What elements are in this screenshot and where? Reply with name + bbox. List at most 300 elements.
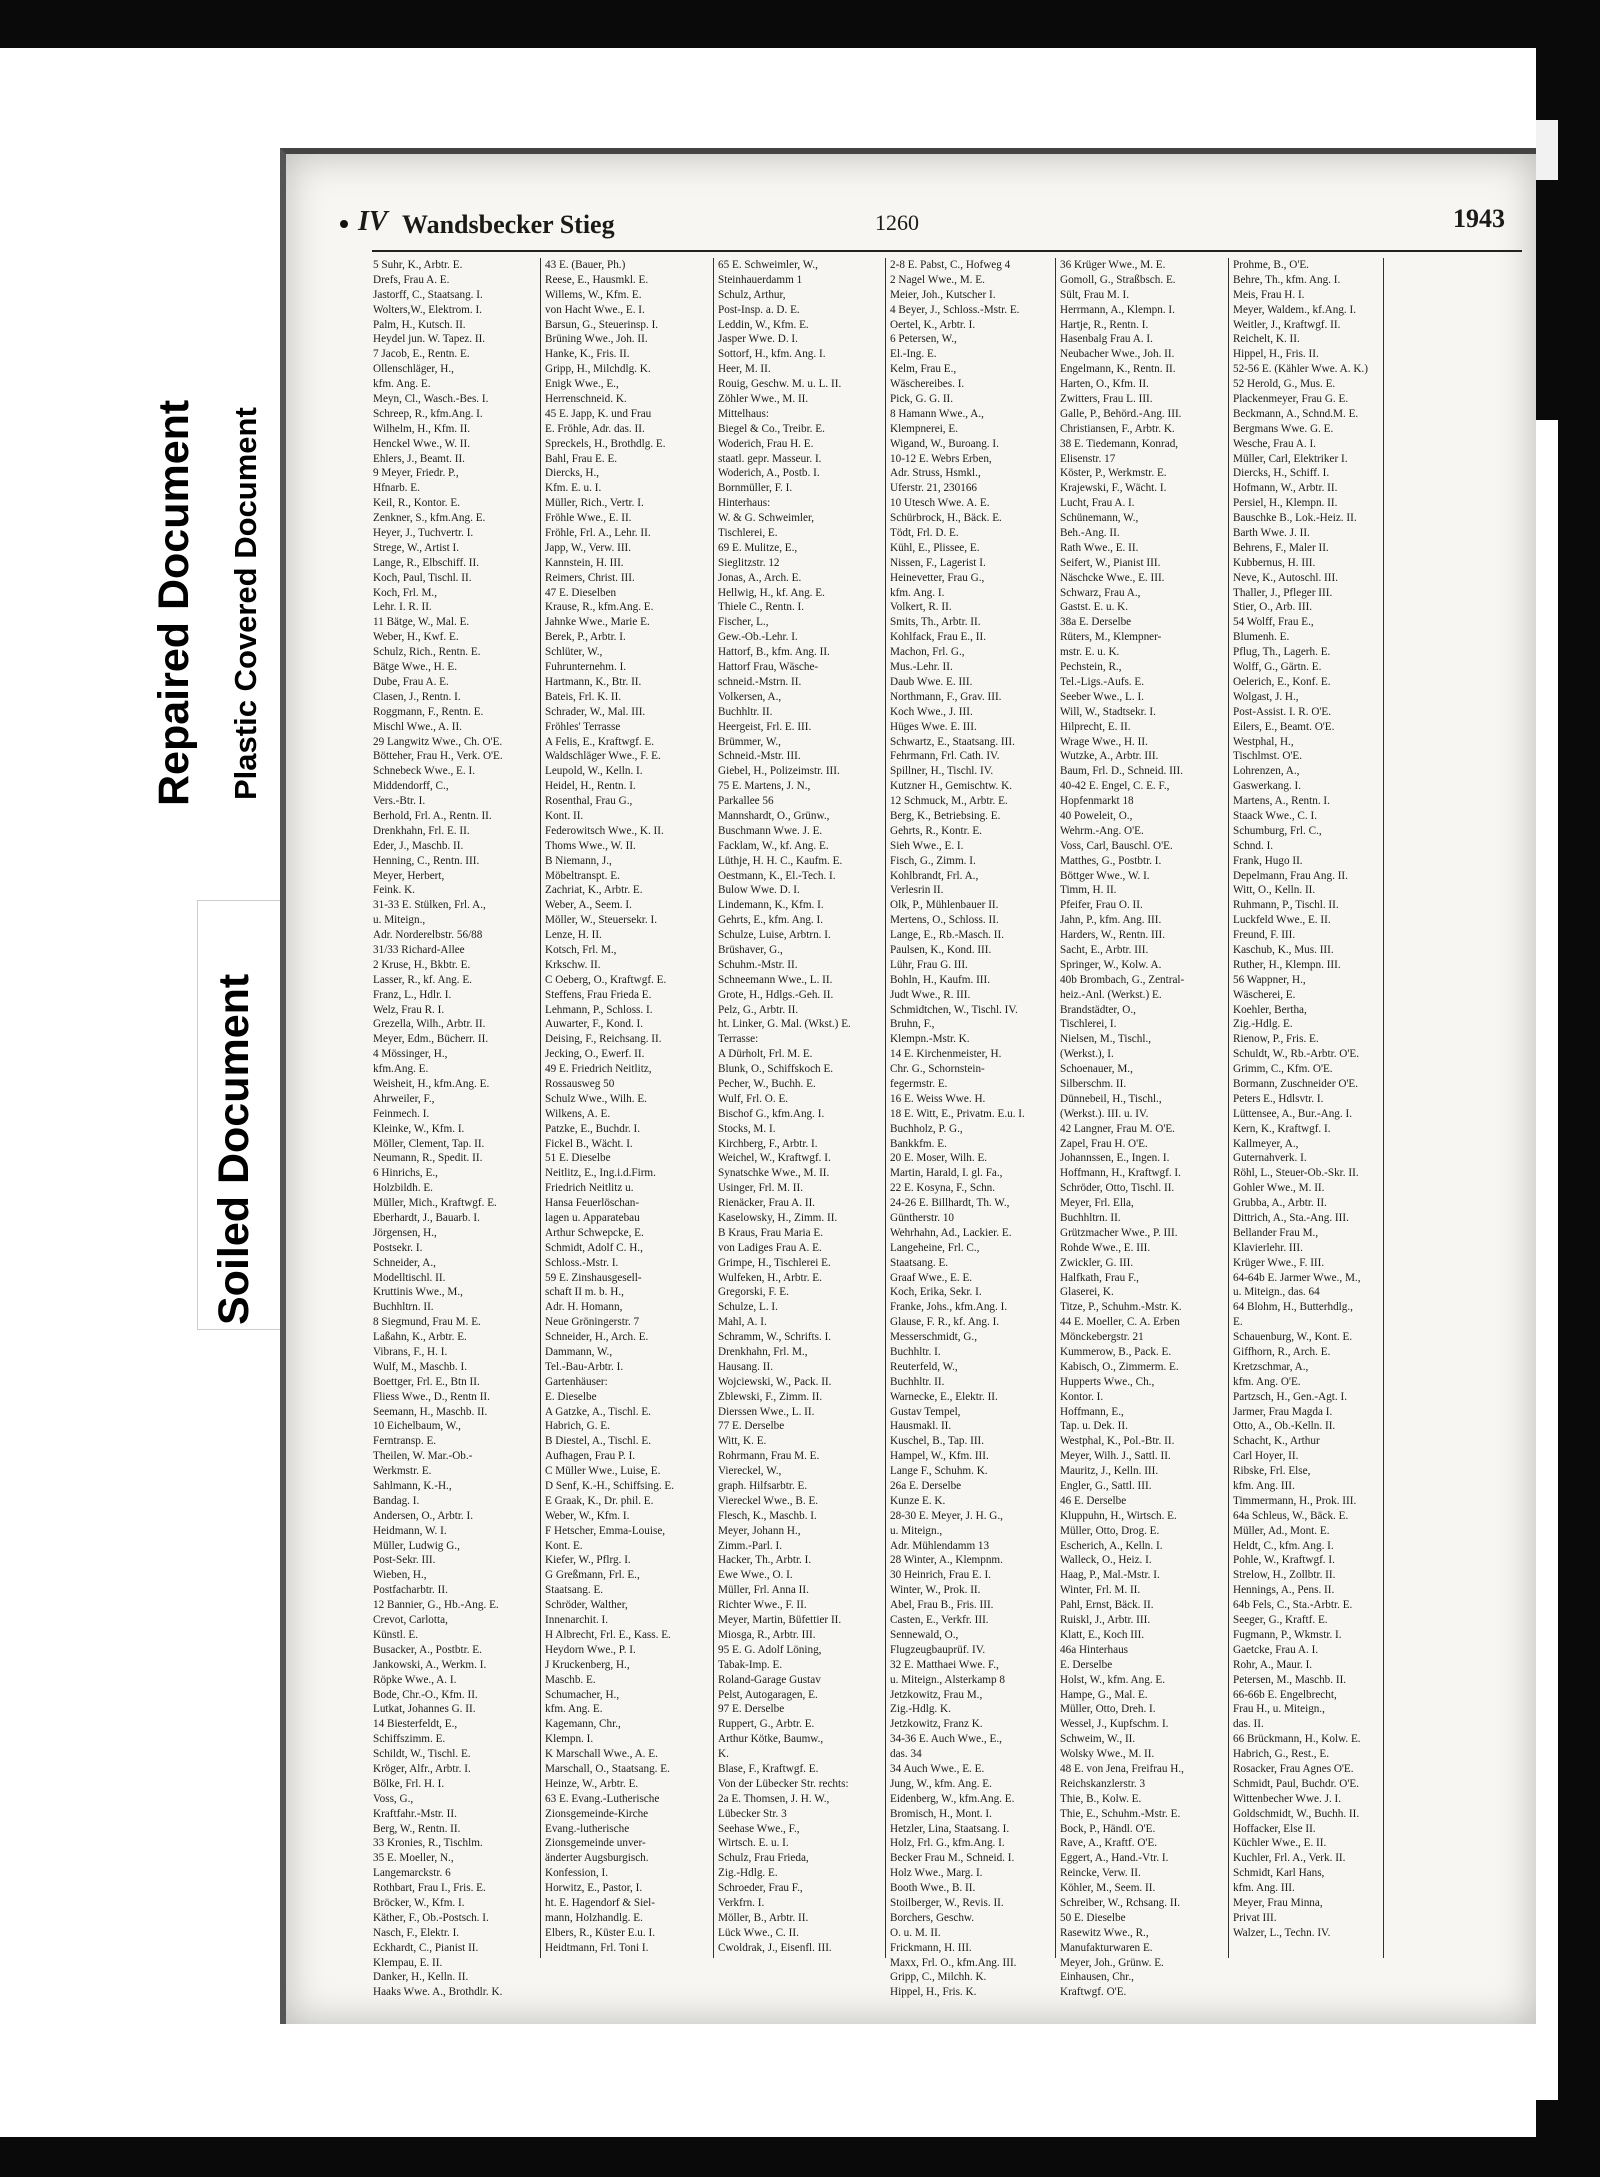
directory-entry-line: Jung, W., kfm. Ang. E. [890,1777,992,1790]
directory-entry-line: Harten, O., Kfm. II. [1060,378,1149,391]
directory-entry-line: Post-Sekr. III. [373,1554,436,1567]
directory-entry-line: 38a E. Derselbe [1060,616,1132,629]
directory-entry-line: Von der Lübecker Str. rechts: [718,1777,849,1790]
directory-entry-line: Laßahn, K., Arbtr. E. [373,1331,467,1344]
directory-entry-line: Hippel, H., Fris. K. [890,1986,977,1999]
directory-entry-line: Schmidt, Paul, Buchdr. O'E. [1233,1777,1360,1790]
directory-entry-line: Schneemann Wwe., L. II. [718,973,833,986]
directory-entry-line: Heydorn Wwe., P. I. [545,1643,636,1656]
directory-entry-line: Kutzner H., Gemischtw. K. [890,780,1012,793]
directory-entry-line: Willems, W., Kfm. E. [545,288,642,301]
directory-entry-line: Japp, W., Verw. III. [545,541,632,554]
directory-entry-line: Holzbildh. E. [373,1182,433,1195]
directory-entry-line: Dierssen Wwe., L. II. [718,1405,815,1418]
directory-column-1 [373,258,533,2000]
directory-entry-line: Krause, R., kfm.Ang. E. [545,601,654,614]
directory-entry-line: Schnd. I. [1233,839,1274,852]
scan-border-bottom [0,2137,1600,2177]
directory-entry-line: Sieglitzstr. 12 [718,556,780,569]
directory-entry-line: Mauritz, J., Kelln. III. [1060,1465,1159,1478]
directory-entry-line: Feink. K. [373,884,415,897]
directory-entry-line: Koehler, Bertha, [1233,1003,1307,1016]
directory-entry-line: Meyer, Frl. Ella, [1060,1197,1134,1210]
directory-entry-line: Habrich, G. E. [545,1420,610,1433]
directory-entry-line: von Hacht Wwe., E. I. [545,303,645,316]
directory-entry-line: Schroeder, Frau F., [718,1882,803,1895]
directory-entry-line: O. u. M. II. [890,1926,941,1939]
directory-entry-line: Privat III. [1233,1911,1277,1924]
directory-entry-line: Weber, A., Seem. I. [545,899,632,912]
directory-entry-line: Grote, H., Hdlgs.-Geh. II. [718,988,834,1001]
directory-entry-line: Aufhagen, Frau P. I. [545,1450,636,1463]
directory-entry-line: Lüttensee, A., Bur.-Ang. I. [1233,1107,1353,1120]
directory-entry-line: u. Miteign., [890,1524,943,1537]
directory-entry-line: Kelm, Frau E., [890,363,957,376]
directory-entry-line: staatl. gepr. Masseur. I. [718,452,822,465]
directory-entry-line: 54 Wolff, Frau E., [1233,616,1314,629]
directory-entry-line: Reese, E., Hausmkl. E. [545,273,649,286]
directory-entry-line: Kontor. I. [1060,1390,1104,1403]
directory-entry-line: Klavierlehr. III. [1233,1241,1303,1254]
directory-entry-line: Chr. G., Schornstein- [890,1063,985,1076]
directory-entry-line: Lück Wwe., C. II. [718,1926,799,1939]
directory-entry-line: kfm. Ang. E. [545,1703,603,1716]
directory-entry-line: Weisheit, H., kfm.Ang. E. [373,1077,490,1090]
scan-border-top [0,0,1600,48]
directory-entry-line: graph. Hilfsarbtr. E. [718,1480,808,1493]
directory-entry-line: Christiansen, F., Arbtr. K. [1060,422,1175,435]
directory-entry-line: Zenkner, S., kfm.Ang. E. [373,512,486,525]
directory-entry-line: 2a E. Thomsen, J. H. W., [718,1792,830,1805]
directory-entry-line: Bruhn, F., [890,1018,935,1031]
directory-entry-line: Kubbernus, H. III. [1233,556,1316,569]
directory-entry-line: Staack Wwe., C. I. [1233,809,1317,822]
directory-entry-line: Theilen, W. Mar.-Ob.- [373,1450,473,1463]
directory-entry-line: Frau H., u. Miteign., [1233,1703,1325,1716]
directory-entry-line: 4 Beyer, J., Schloss.-Mstr. E. [890,303,1020,316]
directory-entry-line: Lucht, Frau A. I. [1060,497,1135,510]
directory-entry-line: Ehlers, J., Beamt. II. [373,452,465,465]
directory-entry-line: J Kruckenberg, H., [545,1658,630,1671]
directory-entry-line: Holst, W., kfm. Ang. E. [1060,1673,1166,1686]
directory-entry-line: 77 E. Derselbe [718,1420,785,1433]
directory-entry-line: Leupold, W., Kelln. I. [545,765,643,778]
scan-edge-margin [1536,420,1558,2100]
directory-entry-line: 75 E. Martens, J. N., [718,780,811,793]
directory-entry-line: Kaselowsky, H., Zimm. II. [718,1212,838,1224]
directory-entry-line: 26a E. Derselbe [890,1480,962,1493]
directory-entry-line: Müller, Carl, Elektriker I. [1233,452,1348,465]
directory-entry-line: Meis, Frau H. I. [1233,288,1305,301]
directory-entry-line: Heidtmann, Frl. Toni I. [545,1941,649,1954]
directory-entry-line: Spreckels, H., Brothdlg. E. [545,437,666,450]
directory-entry-line: Kirchberg, F., Arbtr. I. [718,1137,818,1150]
directory-entry-line: E. [1233,1316,1243,1329]
directory-entry-line: Hennings, A., Pens. II. [1233,1584,1335,1597]
directory-entry-line: Viereckel, W., [718,1465,782,1478]
directory-entry-line: Lange, E., Rb.-Masch. II. [890,929,1005,942]
directory-entry-line: Patzke, E., Buchdr. I. [545,1122,641,1135]
directory-entry-line: kfm. Ang. I. [890,586,945,599]
directory-entry-line: Henckel Wwe., W. II. [373,437,471,450]
directory-entry-line: Zapel, Frau H. O'E. [1060,1137,1148,1150]
directory-entry-line: Crevot, Carlotta, [373,1614,448,1627]
directory-entry-line: Eberhardt, J., Bauarb. I. [373,1212,480,1224]
directory-entry-line: Wutzke, A., Arbtr. III. [1060,750,1159,763]
directory-entry-line: Glause, F. R., kf. Ang. I. [890,1316,1000,1329]
directory-entry-line: 16 E. Weiss Wwe. H. [890,1092,986,1105]
directory-entry-line: Wehrhahn, Ad., Lackier. E. [890,1226,1012,1239]
directory-entry-line: Meyn, Cl., Wasch.-Bes. I. [373,393,489,406]
directory-entry-line: Persiel, H., Klempn. II. [1233,497,1338,510]
directory-entry-line: Lehr. I. R. II. [373,601,432,614]
directory-entry-line: A Dürholt, Frl. M. E. [718,1048,813,1061]
directory-entry-line: Roland-Garage Gustav [718,1673,821,1686]
directory-entry-line: Jankowski, A., Werkm. I. [373,1658,487,1671]
directory-entry-line: kfm. Ang. III. [1233,1882,1295,1895]
directory-entry-line: Lindemann, K., Kfm. I. [718,899,824,912]
directory-entry-line: Verlesrin II. [890,884,944,897]
directory-entry-line: Kruttinis Wwe., M., [373,1286,463,1299]
directory-entry-line: 6 Hinrichs, E., [373,1167,438,1180]
directory-entry-line: Grezella, Wilh., Arbtr. II. [373,1018,486,1031]
directory-entry-line: Arthur Kötke, Baumw., [718,1733,824,1746]
directory-entry-line: Zig.-Hdlg. K. [890,1703,951,1716]
directory-entry-line: Elbers, R., Küster E.u. I. [545,1926,655,1939]
directory-entry-line: Böttger Wwe., W. I. [1060,869,1150,882]
directory-entry-line: Mus.-Lehr. II. [890,661,953,674]
directory-entry-line: Klempnerei, E. [890,422,959,435]
directory-entry-line: Dube, Frau A. E. [373,675,449,688]
directory-entry-line: Titze, P., Schuhm.-Mstr. K. [1060,1301,1182,1314]
directory-entry-line: W. & G. Schweimler, [718,512,815,525]
directory-entry-line: Brüshaver, G., [718,943,783,956]
directory-entry-line: das. II. [1233,1718,1264,1731]
directory-entry-line: E. Dieselbe [545,1390,597,1403]
directory-entry-line: Dittrich, A., Sta.-Ang. III. [1233,1212,1349,1224]
directory-entry-line: Röpke Wwe., A. I. [373,1673,457,1686]
directory-entry-line: Bauschke B., Lok.-Heiz. II. [1233,512,1357,525]
directory-entry-line: Fisch, G., Zimm. I. [890,854,976,867]
directory-entry-line: Buchhltrn. II. [1060,1212,1121,1224]
directory-entry-line: 43 E. (Bauer, Ph.) [545,259,626,271]
directory-entry-line: Jastorff, C., Staatsang. I. [373,288,483,301]
directory-entry-line: Hilprecht, E. II. [1060,720,1131,733]
directory-entry-line: Jahn, P., kfm. Ang. III. [1060,914,1162,927]
directory-entry-line: Holz, Frl. G., kfm.Ang. I. [890,1837,1005,1850]
directory-entry-line: Zig.-Hdlg. E. [1233,1018,1293,1031]
directory-entry-line: Seemann, H., Maschb. II. [373,1405,488,1418]
directory-entry-line: Hopfenmarkt 18 [1060,795,1134,808]
directory-entry-line: Kannstein, H. III. [545,556,624,569]
directory-entry-line: (Werkst.). III. u. IV. [1060,1107,1149,1120]
directory-entry-line: Werkmstr. E. [373,1465,432,1478]
directory-entry-line: Schünemann, W., [1060,512,1139,525]
directory-entry-line: Hausmakl. II. [890,1420,952,1433]
directory-entry-line: Wolgast, J. H., [1233,690,1299,703]
directory-entry-line: Schumburg, Frl. C., [1233,824,1322,837]
column-divider [1055,258,1056,1958]
scan-edge-notch [1536,120,1558,180]
directory-entry-line: Matthes, G., Postbtr. I. [1060,854,1162,867]
directory-entry-line: Ewe Wwe., O. I. [718,1569,793,1582]
directory-entry-line: Palm, H., Kutsch. II. [373,318,466,331]
directory-entry-line: Klatt, E., Koch III. [1060,1628,1145,1641]
directory-entry-line: Biegel & Co., Treibr. E. [718,422,825,435]
directory-entry-line: El.-Ing. E. [890,348,937,361]
directory-entry-line: Jasper Wwe. D. I. [718,333,798,346]
directory-entry-line: Seeber Wwe., L. I. [1060,690,1144,703]
directory-entry-line: Federowitsch Wwe., K. II. [545,824,664,837]
directory-entry-line: Carl Hoyer, II. [1233,1450,1299,1463]
directory-entry-line: 46 E. Derselbe [1060,1494,1127,1507]
directory-column-4 [890,258,1050,2000]
directory-entry-line: Usinger, Frl. M. II. [718,1182,804,1195]
directory-entry-line: Zblewski, F., Zimm. II. [718,1390,823,1403]
directory-entry-line: Bölke, Frl. H. I. [373,1777,445,1790]
directory-entry-line: Waldschläger Wwe., F. E. [545,750,661,763]
directory-entry-line: Zöhler Wwe., M. II. [718,393,809,406]
directory-entry-line: 66-66b E. Engelbrecht, [1233,1688,1337,1701]
directory-entry-line: Daub Wwe. E. III. [890,675,973,688]
directory-entry-line: Bandag. I. [373,1494,420,1507]
directory-entry-line: Kummerow, B., Pack. E. [1060,1346,1172,1359]
directory-entry-line: Hasenbalg Frau A. I. [1060,333,1153,346]
directory-entry-line: 4 Mössinger, H., [373,1048,448,1061]
directory-entry-line: Borchers, Geschw. [890,1911,975,1924]
directory-entry-line: K. [718,1748,729,1761]
directory-column-2 [545,258,705,1956]
directory-entry-line: Tischlerei, E. [718,527,778,540]
directory-entry-line: 11 Bätge, W., Mal. E. [373,616,470,629]
directory-entry-line: Gustav Tempel, [890,1405,961,1418]
directory-entry-line: Halfkath, Frau F., [1060,1271,1139,1284]
directory-entry-line: Näschcke Wwe., E. III. [1060,571,1165,584]
directory-entry-line: Müller, Rich., Vertr. I. [545,497,644,510]
directory-entry-line: Kluppuhn, H., Wirtsch. E. [1060,1509,1177,1522]
directory-entry-line: Gaetcke, Frau A. I. [1233,1643,1319,1656]
directory-entry-line: Arthur Schwepcke, E. [545,1226,644,1239]
directory-entry-line: Northmann, F., Grav. III. [890,690,1002,703]
directory-entry-line: Andersen, O., Arbtr. I. [373,1509,474,1522]
directory-entry-line: C Müller Wwe., Luise, E. [545,1465,661,1478]
directory-entry-line: Fickel B., Wächt. I. [545,1137,633,1150]
directory-entry-line: Diercks, H., [545,467,600,480]
directory-entry-line: Neitlitz, E., Ing.i.d.Firm. [545,1167,656,1180]
directory-entry-line: Olk, P., Mühlenbauer II. [890,899,999,912]
directory-entry-line: Gregorski, F. E. [718,1286,789,1299]
directory-entry-line: Kabisch, O., Zimmerm. E. [1060,1360,1179,1373]
directory-entry-line: Koch, Erika, Sekr. I. [890,1286,982,1299]
directory-entry-line: Kühl, E., Plissee, E. [890,541,980,554]
directory-entry-line: Staatsang. E. [890,1256,949,1269]
directory-entry-line: 7 Jacob, E., Rentn. E. [373,348,470,361]
directory-entry-line: Fröhle Wwe., E. II. [545,512,632,525]
directory-entry-line: 30 Heinrich, Frau E. I. [890,1569,991,1582]
directory-entry-line: Springer, W., Kolw. A. [1060,958,1162,971]
directory-entry-line: Evang.-lutherische [545,1822,630,1835]
directory-entry-line: 50 E. Dieselbe [1060,1911,1126,1924]
directory-entry-line: Schulze, L. I. [718,1301,778,1314]
directory-entry-line: Pahl, Ernst, Bäck. II. [1060,1599,1154,1612]
directory-entry-line: Vers.-Btr. I. [373,795,426,808]
directory-entry-line: Fröhles' Terrasse [545,720,621,733]
directory-entry-line: Strelow, H., Zollbtr. II. [1233,1569,1336,1582]
directory-entry-line: Rohr, A., Maur. I. [1233,1658,1313,1671]
directory-entry-line: Giebel, H., Polizeimstr. III. [718,765,840,778]
directory-entry-line: Casten, E., Verkfr. III. [890,1614,989,1627]
directory-entry-line: Tödt, Frl. D. E. [890,527,959,540]
directory-entry-line: Schwarz, Frau A., [1060,586,1141,599]
directory-entry-line: Harders, W., Rentn. III. [1060,929,1166,942]
directory-entry-line: Kraftfahr.-Mstr. II. [373,1807,457,1820]
directory-entry-line: fegermstr. E. [890,1077,948,1090]
directory-entry-line: Meyer, Wilh. J., Sattl. II. [1060,1450,1171,1463]
directory-entry-line: Schmidt, Karl Hans, [1233,1867,1325,1880]
directory-entry-line: Küchler Wwe., E. II. [1233,1837,1327,1850]
directory-entry-line: E. Derselbe [1060,1658,1113,1671]
directory-entry-line: Guternahverk. I. [1233,1152,1307,1165]
directory-entry-line: Gohler Wwe., M. II. [1233,1182,1325,1195]
directory-entry-line: Lübecker Str. 3 [718,1807,787,1820]
directory-entry-line: Einhausen, Chr., [1060,1971,1134,1984]
directory-entry-line: Booth Wwe., B. II. [890,1882,976,1895]
directory-entry-line: Wolters,W., Elektrom. I. [373,303,482,316]
directory-entry-line: Schlüter, W., [545,646,603,659]
directory-entry-line: 18 E. Witt, E., Privatm. E.u. I. [890,1107,1025,1120]
directory-entry-line: Voss, G., [373,1792,414,1805]
directory-entry-line: Beckmann, A., Schnd.M. E. [1233,407,1359,420]
directory-entry-line: Ruhmann, P., Tischl. II. [1233,899,1339,912]
directory-entry-line: Klempn. I. [545,1733,594,1746]
directory-entry-line: Rüters, M., Klempner- [1060,631,1162,644]
directory-entry-line: Hartmann, K., Btr. II. [545,675,642,688]
directory-entry-line: Barsun, G., Steuerinsp. I. [545,318,659,331]
directory-entry-line: Middendorff, C., [373,780,449,793]
directory-entry-line: Depelmann, Frau Ang. II. [1233,869,1348,882]
directory-entry-line: Giffhorn, R., Arch. E. [1233,1346,1331,1359]
directory-entry-line: Kern, K., Kraftwgf. I. [1233,1122,1331,1135]
directory-entry-line: 42 Langner, Frau M. O'E. [1060,1122,1175,1135]
directory-entry-line: Pelz, G., Arbtr. II. [718,1003,799,1016]
directory-entry-line: Rienow, P., Fris. E. [1233,1033,1319,1046]
directory-entry-line: Tap. u. Dek. II. [1060,1420,1128,1433]
directory-entry-line: Gew.-Ob.-Lehr. I. [718,631,798,644]
directory-entry-line: Seehase Wwe., F., [718,1822,800,1835]
directory-entry-line: Schacht, K., Arthur [1233,1435,1320,1448]
directory-entry-line: D Senf, K.-H., Schiffsing. E. [545,1480,675,1493]
directory-entry-line: Plackenmeyer, Frau G. E. [1233,393,1349,406]
directory-entry-line: Mahl, A. I. [718,1316,767,1329]
directory-entry-line: ht. E. Hagendorf & Siel- [545,1896,655,1909]
directory-entry-line: 32 E. Matthaei Wwe. F., [890,1658,999,1671]
directory-entry-line: 65 E. Schweimler, W., [718,259,818,271]
directory-entry-line: Oertel, K., Arbtr. I. [890,318,976,331]
directory-entry-line: Bulow Wwe. D. I. [718,884,800,897]
directory-entry-line: Müller, Otto, Drog. E. [1060,1524,1160,1537]
directory-entry-line: Heydel jun. W. Tapez. II. [373,333,486,346]
directory-entry-line: Miosga, R., Arbtr. III. [718,1628,816,1641]
directory-entry-line: K Marschall Wwe., A. E. [545,1748,658,1761]
directory-entry-line: Stocks, M. I. [718,1122,776,1135]
directory-entry-line: Bankkfm. E. [890,1137,947,1150]
directory-entry-line: Ferntransp. E. [373,1435,437,1448]
directory-entry-line: Heergeist, Frl. E. III. [718,720,812,733]
directory-entry-line: Schoenauer, M., [1060,1063,1133,1076]
column-divider [540,258,541,1958]
directory-entry-line: Brümmer, W., [718,735,781,748]
directory-entry-line: 63 E. Evang.-Lutherische [545,1792,660,1805]
directory-entry-line: Hattorf, B., kfm. Ang. II. [718,646,830,659]
directory-entry-line: Tischlmst. O'E. [1233,750,1303,763]
street-title: Wandsbecker Stieg [402,210,615,239]
directory-entry-line: Wulf, Frl. O. E. [718,1092,789,1105]
directory-entry-line: A Gatzke, A., Tischl. E. [545,1405,651,1418]
directory-entry-line: Paulsen, K., Kond. III. [890,943,992,956]
directory-entry-line: ht. Linker, G. Mal. (Wkst.) E. [718,1018,851,1031]
directory-entry-line: kfm. Ang. E. [373,378,431,391]
directory-entry-line: Engelmann, K., Rentn. II. [1060,363,1176,376]
directory-entry-line: 40-42 E. Engel, C. E. F., [1060,780,1170,793]
directory-entry-line: Krajewski, F., Wächt. I. [1060,482,1167,495]
directory-entry-line: Rossausweg 50 [545,1077,615,1090]
directory-entry-line: Wittenbecher Wwe. J. I. [1233,1792,1342,1805]
directory-entry-line: Hampe, G., Mal. E. [1060,1688,1148,1701]
directory-entry-line: 28 Winter, A., Klempnm. [890,1554,1003,1567]
directory-entry-line: Kont. II. [545,809,584,822]
directory-entry-line: Judt Wwe., R. III. [890,988,971,1001]
directory-entry-line: 31/33 Richard-Allee [373,943,465,956]
directory-entry-line: Hattorf Frau, Wäsche- [718,661,819,674]
directory-entry-line: Berg, K., Betriebsing. E. [890,809,1001,822]
directory-entry-line: Stoilberger, W., Revis. II. [890,1896,1004,1909]
directory-entry-line: Berg, W., Rentn. II. [373,1822,461,1835]
directory-entry-line: Schloss.-Mstr. I. [545,1256,619,1269]
directory-entry-line: 51 E. Dieselbe [545,1152,611,1165]
directory-entry-line: Kagemann, Chr., [545,1718,621,1731]
directory-entry-line: Modelltischl. II. [373,1271,446,1284]
directory-entry-line: Konfession, I. [545,1867,609,1880]
directory-entry-line: änderter Augsburgisch. [545,1852,649,1865]
directory-entry-line: 64-64b E. Jarmer Wwe., M., [1233,1271,1361,1284]
directory-entry-line: B Diestel, A., Tischl. E. [545,1435,651,1448]
directory-entry-line: Auwarter, F., Kond. I. [545,1018,644,1031]
directory-entry-line: Frickmann, H. III. [890,1941,972,1954]
directory-entry-line: 6 Petersen, W., [890,333,957,346]
directory-entry-line: heiz.-Anl. (Werkst.) E. [1060,988,1162,1001]
directory-entry-line: Martin, Harald, I. gl. Fa., [890,1167,1003,1180]
directory-entry-line: Schürbrock, H., Bäck. E. [890,512,1002,525]
directory-entry-line: Jonas, A., Arch. E. [718,571,802,584]
directory-entry-line: Warnecke, E., Elektr. II. [890,1390,998,1403]
directory-entry-line: 59 E. Zinshausgesell- [545,1271,642,1284]
directory-entry-line: Bormann, Zuschneider O'E. [1233,1077,1359,1090]
directory-entry-line: Will, W., Stadtsekr. I. [1060,705,1156,718]
directory-entry-line: Messerschmidt, G., [890,1331,978,1344]
directory-entry-line: Postfacharbtr. II. [373,1584,448,1597]
directory-entry-line: Koch, Frl. M., [373,586,438,599]
directory-entry-line: Heyer, J., Tuchvertr. I. [373,527,474,540]
directory-entry-line: Mertens, O., Schloss. II. [890,914,999,927]
directory-entry-line: Vibrans, F., H. I. [373,1346,448,1359]
directory-entry-line: 14 Biesterfeldt, E., [373,1718,458,1731]
directory-entry-line: mstr. E. u. K. [1060,646,1120,659]
directory-entry-line: Müller, Ad., Mont. E. [1233,1524,1330,1537]
directory-entry-line: Heinevetter, Frau G., [890,571,985,584]
directory-entry-line: Mittelhaus: [718,407,769,420]
directory-entry-line: Hoffacker, Else II. [1233,1822,1316,1835]
directory-entry-line: Neve, K., Autoschl. III. [1233,571,1339,584]
